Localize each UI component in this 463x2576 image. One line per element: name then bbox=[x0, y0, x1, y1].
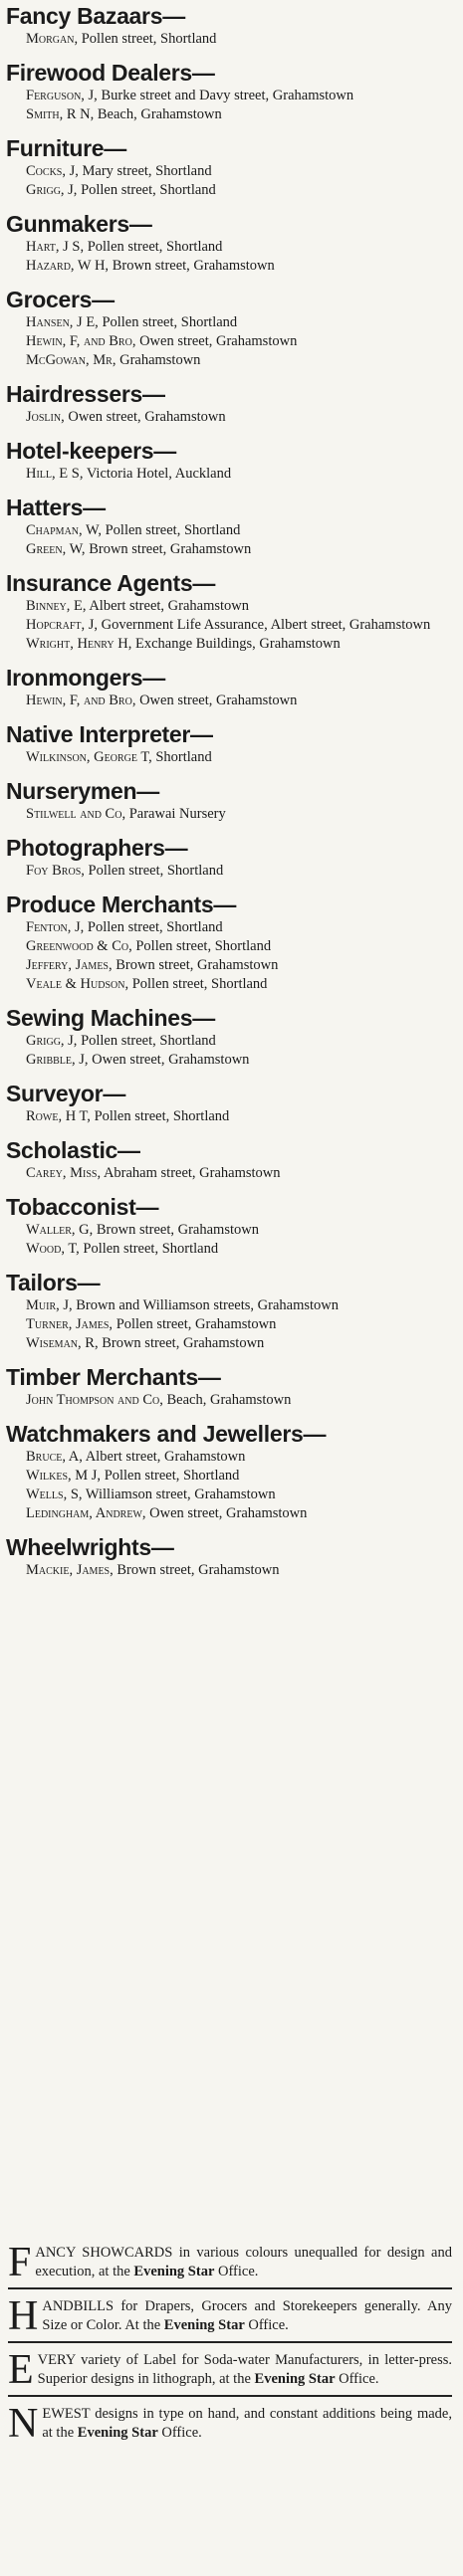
entry-name: Muir, J, bbox=[26, 1297, 73, 1313]
entry-name: John Thompson and Co, bbox=[26, 1392, 163, 1408]
entry-address: Pollen street, Shortland bbox=[128, 976, 268, 992]
entry-name: Fenton, J, bbox=[26, 919, 85, 935]
directory-section bbox=[6, 1533, 452, 1580]
entry-address: Burke street and Davy street, Grahamstown bbox=[97, 88, 354, 103]
directory-section bbox=[6, 437, 452, 484]
directory-entry bbox=[6, 1051, 452, 1070]
directory-entry bbox=[6, 540, 452, 559]
entry-name: Carey, Miss, bbox=[26, 1165, 102, 1181]
directory-section bbox=[6, 834, 452, 881]
section-heading: Firewood Dealers— bbox=[6, 60, 215, 86]
ad-text-end: Office. bbox=[157, 2425, 202, 2441]
directory-entry bbox=[6, 181, 452, 200]
directory-entry bbox=[6, 635, 452, 654]
entry-address: Owen street, Grahamstown bbox=[145, 1505, 308, 1521]
entry-address: Owen street, Grahamstown bbox=[135, 693, 298, 708]
entry-address: Owen street, Grahamstown bbox=[135, 333, 298, 349]
entry-address: Brown street, Grahamstown bbox=[113, 1562, 280, 1578]
directory-entry bbox=[6, 956, 452, 975]
entry-name: Turner, James, bbox=[26, 1316, 114, 1332]
directory-section bbox=[6, 1269, 452, 1353]
entry-address: Pollen street, Shortland bbox=[84, 239, 223, 255]
directory-entry bbox=[6, 521, 452, 540]
entry-address: Brown street, Grahamstown bbox=[112, 957, 279, 973]
entry-name: Cocks, J, bbox=[26, 163, 79, 179]
section-heading: Hatters— bbox=[6, 495, 106, 520]
directory-section bbox=[6, 720, 452, 767]
directory-entry bbox=[6, 805, 452, 824]
drop-cap: E bbox=[8, 2347, 34, 2393]
directory-entry bbox=[6, 1107, 452, 1126]
entry-address: Mary street, Shortland bbox=[78, 163, 212, 179]
entry-address: Pollen street, Shortland bbox=[78, 31, 217, 47]
directory-section bbox=[6, 1420, 452, 1523]
entry-address: Pollen street, Shortland bbox=[77, 1033, 216, 1049]
entry-address: Owen street, Grahamstown bbox=[64, 409, 226, 425]
directory-section bbox=[6, 664, 452, 710]
advertisement bbox=[8, 2287, 452, 2341]
entry-name: Smith, R N, bbox=[26, 106, 95, 122]
entry-name: Rowe, H T, bbox=[26, 1108, 91, 1124]
directory-entry bbox=[6, 1315, 452, 1334]
entry-name: Hewin, F, and Bro, bbox=[26, 333, 136, 349]
directory-entry bbox=[6, 30, 452, 49]
directory-entry bbox=[6, 862, 452, 881]
entry-address: Brown street, Grahamstown bbox=[85, 541, 252, 557]
entry-address: Pollen street, Shortland bbox=[77, 182, 216, 198]
entry-address: Pollen street, Shortland bbox=[98, 314, 238, 330]
section-heading: Grocers— bbox=[6, 287, 115, 312]
ad-text-end: Office. bbox=[244, 2317, 289, 2333]
directory-entry bbox=[6, 313, 452, 332]
ad-text: ANDBILLS for Drapers, Grocers and Storekeepers generally. Any Size or Color. At the bbox=[42, 2298, 452, 2333]
entry-address: Abraham street, Grahamstown bbox=[101, 1165, 281, 1181]
entry-address: Brown and Williamson streets, Grahamstown bbox=[72, 1297, 339, 1313]
entry-address: Pollen street, Shortland bbox=[79, 1241, 219, 1257]
section-heading: Tailors— bbox=[6, 1270, 101, 1295]
directory-entry bbox=[6, 692, 452, 710]
entry-name: Hill, E S, bbox=[26, 466, 84, 482]
entry-name: Bruce, A, bbox=[26, 1449, 83, 1465]
ad-text: EWEST designs in type on hand, and constant additions being made, at the bbox=[42, 2406, 452, 2441]
directory-entry bbox=[6, 748, 452, 767]
section-heading: Sewing Machines— bbox=[6, 1005, 215, 1031]
directory-entry bbox=[6, 408, 452, 427]
entry-address: Albert street, Grahamstown bbox=[82, 1449, 246, 1465]
section-heading: Photographers— bbox=[6, 835, 188, 861]
section-heading: Scholastic— bbox=[6, 1137, 140, 1163]
section-heading: Timber Merchants— bbox=[6, 1364, 221, 1390]
entry-name: Stilwell and Co, bbox=[26, 806, 126, 822]
advertisements bbox=[8, 2240, 452, 2449]
directory-section bbox=[6, 2, 452, 49]
entry-address: Exchange Buildings, Grahamstown bbox=[131, 636, 341, 652]
entry-address: Pollen street, Grahamstown bbox=[113, 1316, 277, 1332]
entry-name: Grigg, J, bbox=[26, 1033, 78, 1049]
directory-entry bbox=[6, 162, 452, 181]
entry-name: Gribble, J, bbox=[26, 1052, 89, 1068]
ad-text-end: Office. bbox=[214, 2264, 259, 2279]
section-heading: Fancy Bazaars— bbox=[6, 3, 185, 29]
entry-address: Brown street, Grahamstown bbox=[98, 1335, 265, 1351]
directory-section bbox=[6, 1080, 452, 1126]
entry-address: Beach, Grahamstown bbox=[162, 1392, 292, 1408]
entry-name: Wells, S, bbox=[26, 1486, 83, 1502]
entry-name: Hart, J S, bbox=[26, 239, 85, 255]
ad-office-name: Evening Star bbox=[163, 2317, 245, 2333]
directory-section bbox=[6, 891, 452, 994]
entry-name: Green, W, bbox=[26, 541, 86, 557]
entry-address: Brown street, Grahamstown bbox=[109, 258, 275, 274]
directory-section bbox=[6, 59, 452, 124]
directory-entry bbox=[6, 1164, 452, 1183]
directory-entry bbox=[6, 937, 452, 956]
entry-name: Wilkes, M J, bbox=[26, 1468, 102, 1484]
section-heading: Produce Merchants— bbox=[6, 892, 237, 917]
entry-address: Pollen street, Shortland bbox=[131, 938, 272, 954]
entry-name: Hansen, J E, bbox=[26, 314, 99, 330]
ad-office-name: Evening Star bbox=[77, 2425, 158, 2441]
entry-name: Hopcraft, J, bbox=[26, 617, 99, 633]
entry-name: Veale & Hudson, bbox=[26, 976, 129, 992]
entry-address: Grahamstown bbox=[116, 352, 201, 368]
section-heading: Hairdressers— bbox=[6, 381, 165, 407]
directory-section bbox=[6, 777, 452, 824]
directory-entry bbox=[6, 87, 452, 105]
advertisement bbox=[8, 2240, 452, 2287]
entry-address: Pollen street, Shortland bbox=[84, 863, 224, 879]
entry-address: Pollen street, Shortland bbox=[90, 1108, 230, 1124]
directory-entry bbox=[6, 1504, 452, 1523]
directory-entry bbox=[6, 1486, 452, 1504]
ad-office-name: Evening Star bbox=[133, 2264, 215, 2279]
directory-entry bbox=[6, 332, 452, 351]
directory-entry bbox=[6, 1391, 452, 1410]
directory-section bbox=[6, 1193, 452, 1259]
ad-text: VERY variety of Label for Soda-water Manufacturers, in letter-press. Superior designs in lithograph, at the bbox=[37, 2352, 452, 2387]
directory-section bbox=[6, 494, 452, 559]
entry-address: Government Life Assurance, Albert street, Grahamstown bbox=[98, 617, 431, 633]
ad-text: ANCY SHOWCARDS in various colours unequalled for design and execution, at the bbox=[35, 2245, 452, 2279]
directory-entry bbox=[6, 597, 452, 616]
advertisement bbox=[8, 2341, 452, 2395]
directory-section bbox=[6, 380, 452, 427]
entry-name: Greenwood & Co, bbox=[26, 938, 132, 954]
directory-entry bbox=[6, 105, 452, 124]
directory-entry bbox=[6, 238, 452, 257]
entry-name: Chapman, W, bbox=[26, 522, 102, 538]
directory-entry bbox=[6, 257, 452, 276]
directory-entry bbox=[6, 351, 452, 370]
entry-address: Pollen street, Shortland bbox=[84, 919, 223, 935]
directory-section bbox=[6, 1004, 452, 1070]
section-heading: Surveyor— bbox=[6, 1081, 126, 1106]
directory-entry bbox=[6, 1240, 452, 1259]
directory-section bbox=[6, 1363, 452, 1410]
entry-name: Wright, Henry H, bbox=[26, 636, 132, 652]
directory-section bbox=[6, 134, 452, 200]
entry-name: Hazard, W H, bbox=[26, 258, 110, 274]
entry-name: Joslin, bbox=[26, 409, 65, 425]
directory-entry bbox=[6, 918, 452, 937]
section-heading: Native Interpreter— bbox=[6, 721, 213, 747]
section-heading: Furniture— bbox=[6, 135, 126, 161]
directory-section bbox=[6, 286, 452, 370]
entry-name: Foy Bros, bbox=[26, 863, 85, 879]
entry-name: Wilkinson, George T, bbox=[26, 749, 152, 765]
entry-address: Beach, Grahamstown bbox=[94, 106, 222, 122]
directory-entry bbox=[6, 616, 452, 635]
entry-name: Ferguson, J, bbox=[26, 88, 98, 103]
directory-section bbox=[6, 210, 452, 276]
entry-address: Owen street, Grahamstown bbox=[88, 1052, 250, 1068]
directory-section bbox=[6, 569, 452, 654]
section-heading: Insurance Agents— bbox=[6, 570, 216, 596]
entry-address: Albert street, Grahamstown bbox=[86, 598, 250, 614]
directory-entry bbox=[6, 465, 452, 484]
entry-name: Wiseman, R, bbox=[26, 1335, 99, 1351]
entry-name: Mackie, James, bbox=[26, 1562, 114, 1578]
section-heading: Wheelwrights— bbox=[6, 1534, 174, 1560]
entry-address: Williamson street, Grahamstown bbox=[82, 1486, 276, 1502]
entry-name: Binney, E, bbox=[26, 598, 87, 614]
directory-entry bbox=[6, 1467, 452, 1486]
entry-address: Victoria Hotel, Auckland bbox=[83, 466, 232, 482]
drop-cap: H bbox=[8, 2293, 39, 2339]
advertisement bbox=[8, 2395, 452, 2449]
entry-name: Grigg, J, bbox=[26, 182, 78, 198]
directory-entry bbox=[6, 975, 452, 994]
section-heading: Watchmakers and Jewellers— bbox=[6, 1421, 327, 1447]
directory-entry bbox=[6, 1296, 452, 1315]
entry-name: Jeffery, James, bbox=[26, 957, 113, 973]
drop-cap: N bbox=[8, 2401, 39, 2447]
entry-name: Ledingham, Andrew, bbox=[26, 1505, 146, 1521]
entry-address: Pollen street, Shortland bbox=[101, 1468, 240, 1484]
directory-entry bbox=[6, 1334, 452, 1353]
entry-address: Parawai Nursery bbox=[125, 806, 226, 822]
entry-name: Hewin, F, and Bro, bbox=[26, 693, 136, 708]
drop-cap: F bbox=[8, 2240, 32, 2285]
entry-name: McGowan, Mr, bbox=[26, 352, 116, 368]
directory-section bbox=[6, 1136, 452, 1183]
entry-address: Shortland bbox=[151, 749, 212, 765]
entry-address: Brown street, Grahamstown bbox=[93, 1222, 259, 1238]
ad-office-name: Evening Star bbox=[254, 2371, 336, 2387]
business-directory bbox=[6, 2, 452, 1590]
section-heading: Ironmongers— bbox=[6, 665, 165, 691]
directory-entry bbox=[6, 1448, 452, 1467]
directory-entry bbox=[6, 1032, 452, 1051]
ad-text-end: Office. bbox=[335, 2371, 379, 2387]
directory-entry bbox=[6, 1561, 452, 1580]
section-heading: Gunmakers— bbox=[6, 211, 152, 237]
entry-name: Waller, G, bbox=[26, 1222, 94, 1238]
entry-address: Pollen street, Shortland bbox=[101, 522, 241, 538]
section-heading: Nurserymen— bbox=[6, 778, 159, 804]
entry-name: Wood, T, bbox=[26, 1241, 80, 1257]
directory-entry bbox=[6, 1221, 452, 1240]
section-heading: Hotel-keepers— bbox=[6, 438, 176, 464]
entry-name: Morgan, bbox=[26, 31, 79, 47]
section-heading: Tobacconist— bbox=[6, 1194, 159, 1220]
